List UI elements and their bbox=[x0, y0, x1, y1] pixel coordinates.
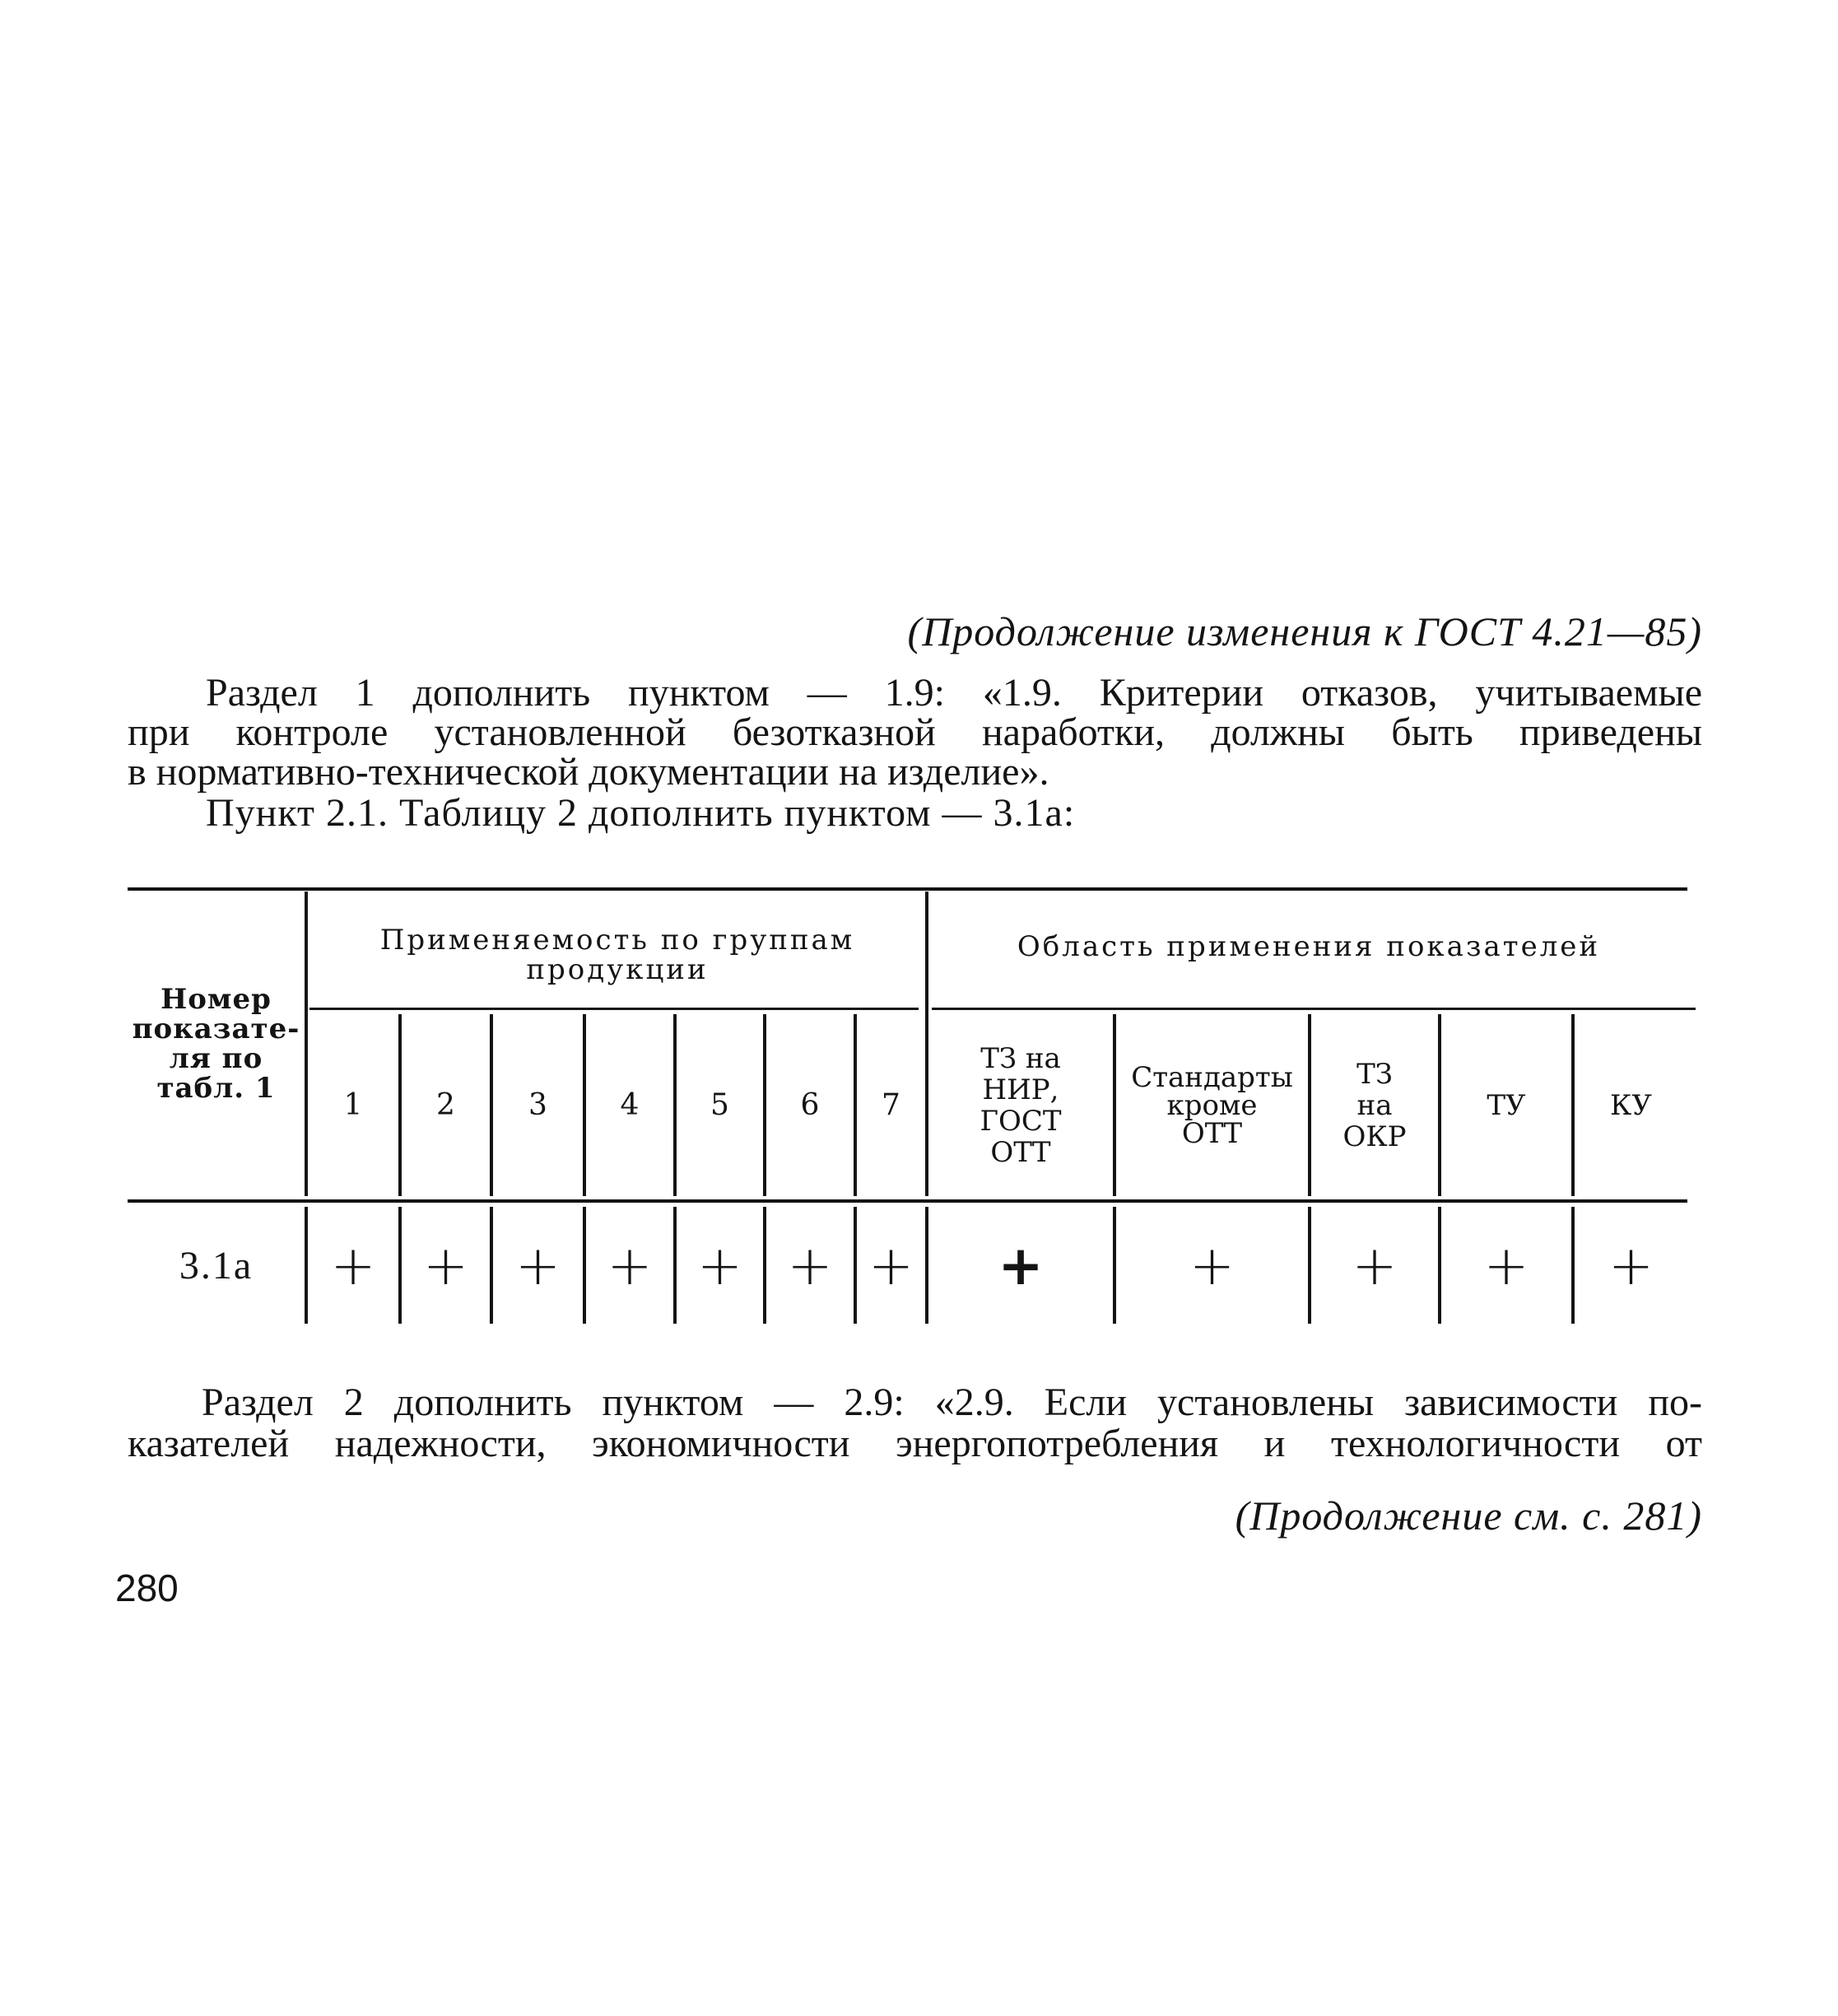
row-cell-2: + bbox=[422, 1233, 469, 1297]
group-scope-label: Область применения показателей bbox=[1017, 930, 1601, 963]
row-cell-3: + bbox=[514, 1233, 561, 1297]
col-header-2: 2 bbox=[436, 1088, 455, 1122]
col-header-tz-okr-line-3: ОКР bbox=[1342, 1120, 1407, 1153]
row-cell-5: + bbox=[696, 1233, 743, 1297]
paragraph-3-line-2: казателей надежности, экономичности энергопотребления и технологичности от bbox=[128, 1422, 1702, 1465]
col-header-tz-nir-line-4: ОТТ bbox=[990, 1135, 1051, 1169]
col-header-tz-okr-line-2: на bbox=[1356, 1088, 1393, 1122]
paragraph-1-line-1: Раздел 1 дополнить пунктом — 1.9: «1.9. Критерии отказов, учитываемые bbox=[206, 671, 1702, 715]
col-header-1: 1 bbox=[343, 1088, 363, 1122]
row-cell-ku: + bbox=[1608, 1233, 1654, 1297]
group-applicability-header bbox=[309, 914, 925, 996]
group-scope-header bbox=[930, 914, 1687, 980]
row-cell-tu: + bbox=[1483, 1233, 1529, 1297]
col-header-tz-okr bbox=[1311, 1014, 1438, 1196]
page-number: 280 bbox=[115, 1567, 179, 1609]
row-header-cell bbox=[128, 892, 305, 1196]
col-header-standards-line-1: Стандарты bbox=[1131, 1060, 1293, 1094]
col-header-standards bbox=[1116, 1014, 1308, 1196]
col-header-ku-label: КУ bbox=[1610, 1088, 1652, 1122]
row-cell-tz-okr: + bbox=[1352, 1233, 1398, 1297]
row-cell-standards: + bbox=[1189, 1233, 1235, 1297]
col-header-4: 4 bbox=[620, 1088, 640, 1122]
footer-note: (Продолжение см. с. 281) bbox=[1235, 1492, 1702, 1539]
header-bottom-rule bbox=[128, 1199, 1687, 1203]
row-header-line-3: ля по bbox=[169, 1042, 263, 1075]
col-header-tz-nir-line-1: ТЗ на bbox=[980, 1041, 1061, 1075]
col-header-tz-okr-line-1: ТЗ bbox=[1356, 1057, 1393, 1091]
table-top-rule bbox=[128, 887, 1687, 891]
row-cell-6: + bbox=[787, 1233, 833, 1297]
col-header-3: 3 bbox=[528, 1088, 547, 1122]
col-header-tz-nir-line-2: НИР, bbox=[982, 1073, 1059, 1106]
col-header-tz-nir-line-3: ГОСТ bbox=[979, 1104, 1062, 1138]
paragraph-1-line-3: в нормативно-технической документации на изделие». bbox=[128, 750, 1049, 794]
row-cell-1: + bbox=[330, 1233, 376, 1297]
row-header-line-2: показате- bbox=[132, 1013, 300, 1045]
col-header-5: 5 bbox=[710, 1088, 729, 1122]
row-cell-4: + bbox=[607, 1233, 653, 1297]
header-divider-right bbox=[932, 1008, 1696, 1010]
col-header-6: 6 bbox=[800, 1088, 820, 1122]
col-header-7: 7 bbox=[882, 1088, 900, 1122]
col-header-tz-nir bbox=[928, 1014, 1113, 1196]
col-header-standards-line-2: кроме bbox=[1166, 1088, 1258, 1122]
group-applicability-line-1: Применяемость по группам bbox=[379, 924, 855, 957]
col-header-tu bbox=[1441, 1014, 1571, 1196]
row-header-line-1: Номер bbox=[161, 983, 272, 1016]
row-header-line-4: табл. 1 bbox=[156, 1072, 276, 1105]
row-cell-7: + bbox=[868, 1233, 914, 1297]
row-cell-tz-nir: + bbox=[998, 1233, 1044, 1297]
header-divider-left bbox=[309, 1008, 919, 1010]
col-header-tu-label: ТУ bbox=[1487, 1088, 1526, 1122]
paragraph-3-line-1: Раздел 2 дополнить пунктом — 2.9: «2.9. Если установлены зависимости по- bbox=[202, 1380, 1702, 1424]
header-note: (Продолжение изменения к ГОСТ 4.21—85) bbox=[907, 608, 1702, 654]
paragraph-2: Пункт 2.1. Таблицу 2 дополнить пунктом — 3.1а: bbox=[206, 791, 1076, 835]
col-header-standards-line-3: ОТТ bbox=[1181, 1116, 1243, 1150]
paragraph-1-line-2: при контроле установленной безотказной наработки, должны быть приведены bbox=[128, 710, 1702, 754]
group-applicability-line-2: продукции bbox=[526, 953, 709, 986]
col-header-ku bbox=[1575, 1014, 1687, 1196]
row-label: 3.1а bbox=[179, 1243, 254, 1287]
